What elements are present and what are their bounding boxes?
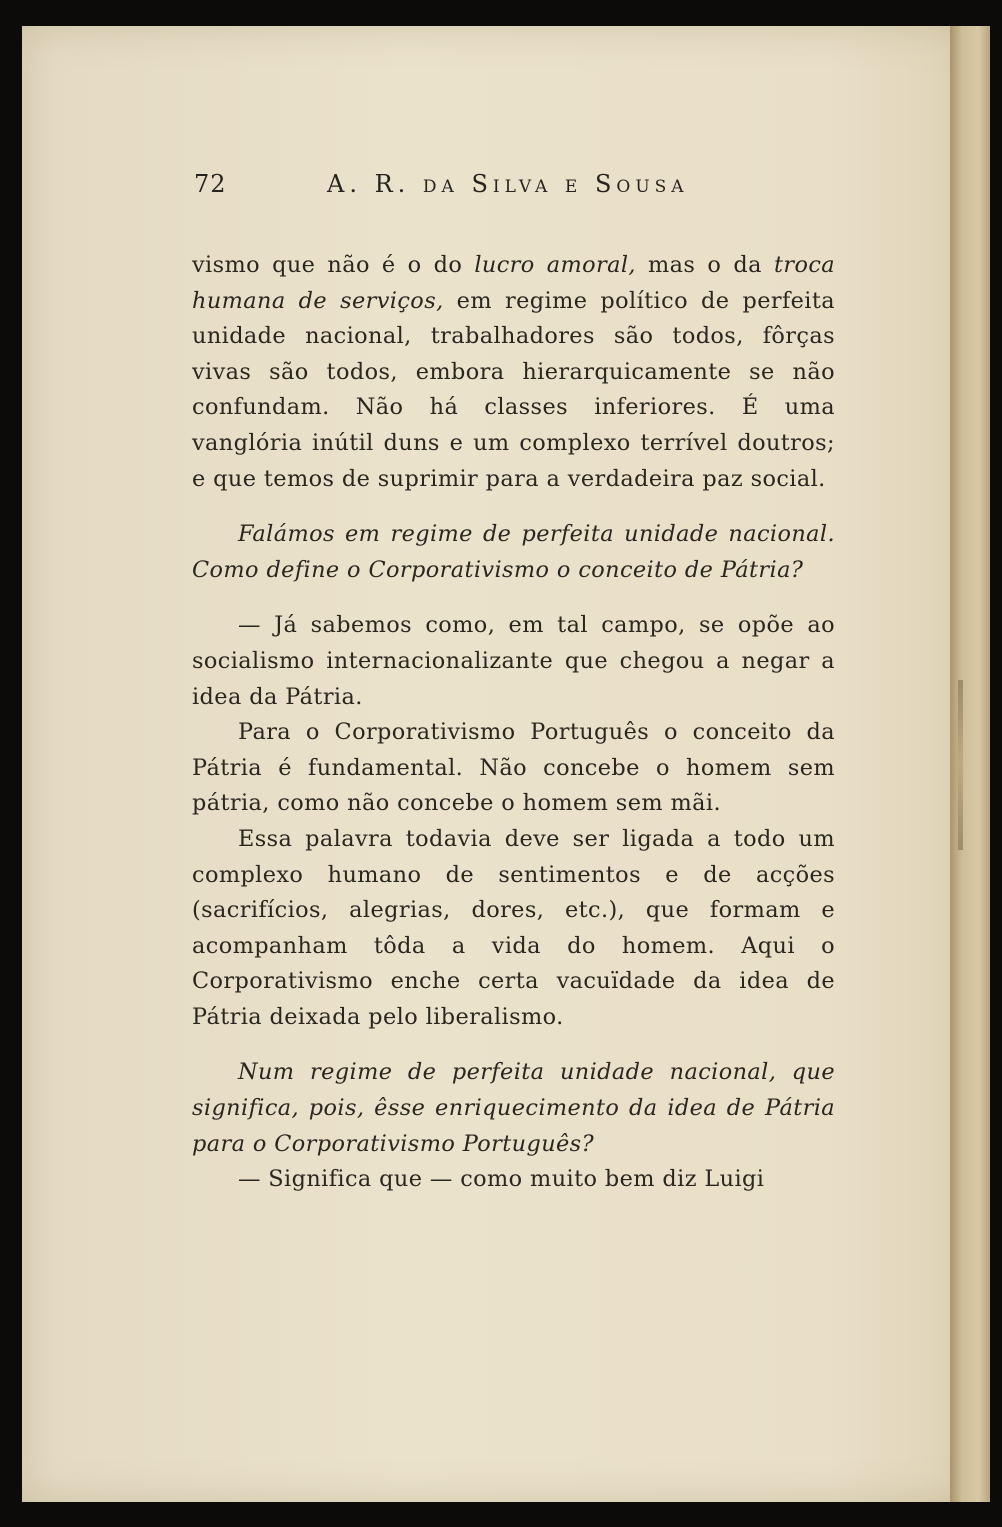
paragraph-1 xyxy=(192,248,835,497)
italic-run: lucro amoral, xyxy=(474,252,636,278)
question-2: Num regime de perfeita unidade nacional, que significa, pois, êsse enriquecimento da idea de Pátria para o Corporativismo Português? xyxy=(192,1059,835,1157)
text-run: mas o da xyxy=(635,252,774,278)
paragraph-2: — Já sabemos como, em tal campo, se opõe ao socialismo internacionalizante que chegou a negar a idea da Pátria. xyxy=(192,612,835,710)
question-1: Falámos em regime de perfeita unidade nacional. Como define o Corporativismo o conceito de Pátria? xyxy=(192,521,835,583)
text-run: vismo que não é o do xyxy=(192,252,475,278)
italic-run: troca humana de serviços, xyxy=(192,252,836,314)
paragraph-4: Essa palavra todavia deve ser ligada a todo um complexo humano de sentimentos e de acções (sacrifícios, alegrias, dores, etc.), que formam e acompanham tôda a vida do homem. Aqui o Corporativismo enche certa vacuïdade da idea de Pátria deixada pelo liberalismo. xyxy=(192,825,835,1030)
page-fold-mark xyxy=(958,680,963,850)
page-header xyxy=(192,170,837,204)
page-body xyxy=(192,248,835,1198)
paragraph-3: Para o Corporativismo Português o conceito da Pátria é fundamental. Não concebe o homem sem pátria, como não concebe o homem sem mãi. xyxy=(192,719,835,817)
text-run: em regime político de perfeita unidade nacional, trabalhadores são todos, fôrças vivas são todos, embora hierarquicamente se não confundam. Não há classes inferiores. É uma vanglória inútil duns e um complexo terrível doutros; e que temos de suprimir para a verdadeira paz social. xyxy=(192,287,835,492)
adjacent-page-edge xyxy=(950,26,990,1502)
running-head: A. R. da Silva e Sousa xyxy=(327,170,689,198)
page-number: 72 xyxy=(194,170,227,198)
paragraph-5: — Significa que — como muito bem diz Luigi xyxy=(238,1166,765,1193)
